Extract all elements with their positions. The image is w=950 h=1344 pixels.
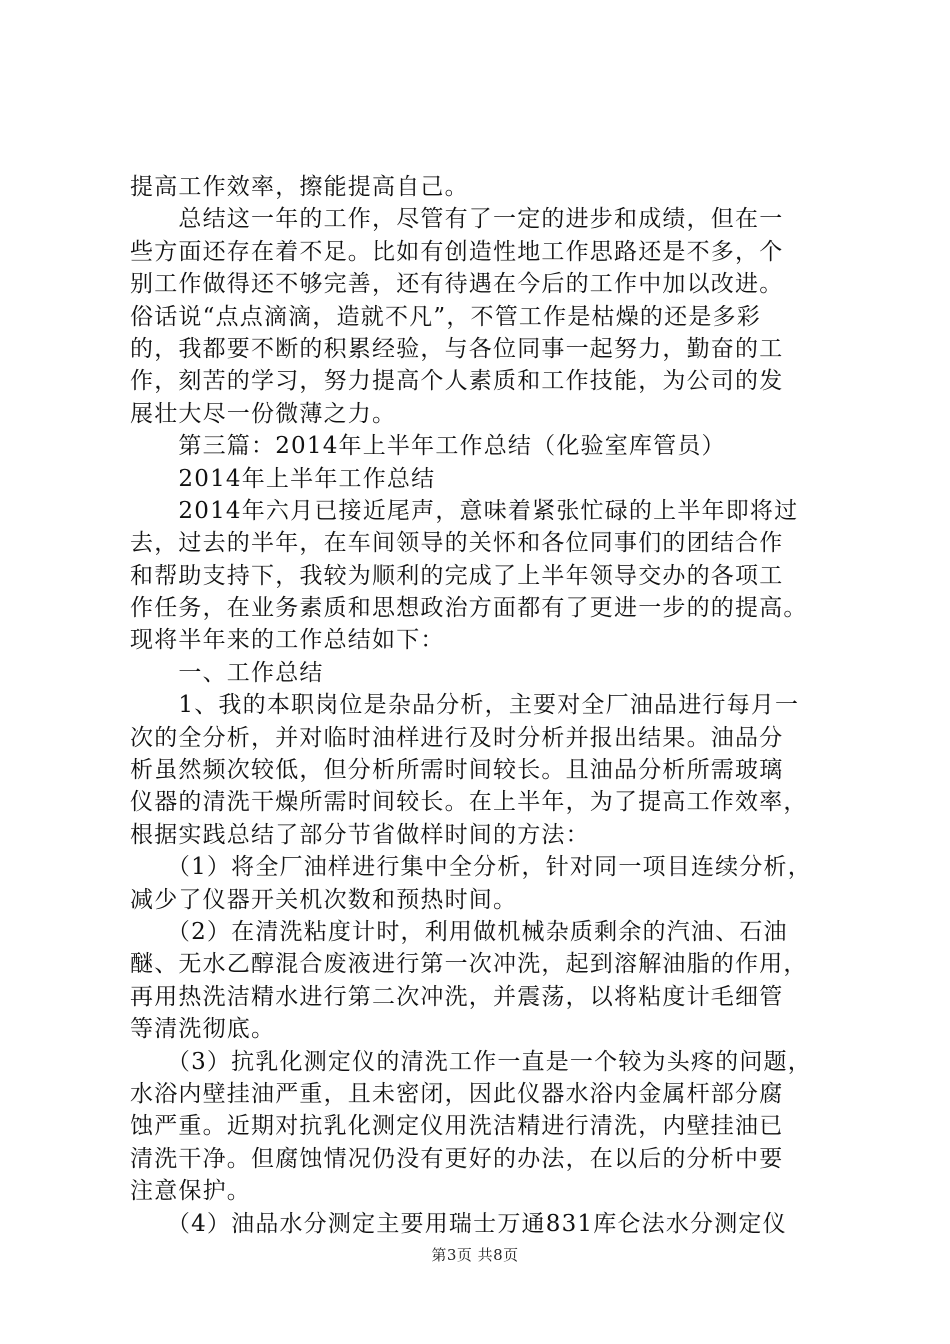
text-line: 蚀严重。近期对抗乳化测定仪用洗洁精进行清洗，内壁挂油已 xyxy=(130,1113,784,1140)
text-line: 清洗干净。但腐蚀情况仍没有更好的办法，在以后的分析中要 xyxy=(130,1145,784,1172)
subsection-heading: 2014年上半年工作总结 xyxy=(130,465,436,492)
text-line: 1、我的本职岗位是杂品分析，主要对全厂油品进行每月一 xyxy=(130,692,800,719)
section-heading: 第三篇：2014年上半年工作总结（化验室库管员） xyxy=(130,433,726,460)
text-line: （2）在清洗粘度计时，利用做机械杂质剩余的汽油、石油 xyxy=(130,918,788,945)
text-line: 再用热洗洁精水进行第二次冲洗，并震荡，以将粘度计毛细管 xyxy=(130,983,784,1010)
text-line: 和帮助支持下，我较为顺利的完成了上半年领导交办的各项工 xyxy=(130,562,784,589)
text-line: 注意保护。 xyxy=(130,1178,251,1205)
text-line: 的，我都要不断的积累经验，与各位同事一起努力，勤奋的工 xyxy=(130,335,784,362)
text-line: 展壮大尽一份微薄之力。 xyxy=(130,400,397,427)
document-body xyxy=(130,171,846,1240)
text-line: 去，过去的半年，在车间领导的关怀和各位同事们的团结合作 xyxy=(130,530,784,557)
text-line: 别工作做得还不够完善，还有待遇在今后的工作中加以改进。 xyxy=(130,271,784,298)
text-line: 醚、无水乙醇混合废液进行第一次冲洗，起到溶解油脂的作用， xyxy=(130,951,808,978)
text-line: 作，刻苦的学习，努力提高个人素质和工作技能，为公司的发 xyxy=(130,368,784,395)
text-line: 次的全分析，并对临时油样进行及时分析并报出结果。油品分 xyxy=(130,724,784,751)
text-line: （1）将全厂油样进行集中全分析，针对同一项目连续分析， xyxy=(130,854,812,881)
text-line: 总结这一年的工作，尽管有了一定的进步和成绩，但在一 xyxy=(130,206,784,233)
text-line: （4）油品水分测定主要用瑞士万通831库仑法水分测定仪 xyxy=(130,1210,787,1237)
text-line: 根据实践总结了部分节省做样时间的方法： xyxy=(130,821,590,848)
text-line: 等清洗彻底。 xyxy=(130,1016,276,1043)
text-line: 减少了仪器开关机次数和预热时间。 xyxy=(130,886,518,913)
text-line: 2014年六月已接近尾声，意味着紧张忙碌的上半年即将过 xyxy=(130,497,799,524)
text-line: 仪器的清洗干燥所需时间较长。在上半年，为了提高工作效率， xyxy=(130,789,808,816)
text-line: 作任务，在业务素质和思想政治方面都有了更进一步的的提高。 xyxy=(130,595,808,622)
page-footer: 第3页 共8页 xyxy=(431,1246,519,1264)
text-line: 现将半年来的工作总结如下： xyxy=(130,627,445,654)
text-line: 水浴内壁挂油严重，且未密闭，因此仪器水浴内金属杆部分腐 xyxy=(130,1080,784,1107)
text-line: 提高工作效率，擦能提高自己。 xyxy=(130,174,469,200)
text-line: 析虽然频次较低，但分析所需时间较长。且油品分析所需玻璃 xyxy=(130,757,784,784)
text-line: （3）抗乳化测定仪的清洗工作一直是一个较为头疼的问题， xyxy=(130,1048,812,1075)
text-line: 俗话说“点点滴滴，造就不凡”，不管工作是枯燥的还是多彩 xyxy=(130,303,761,330)
text-line: 些方面还存在着不足。比如有创造性地工作思路还是不多，个 xyxy=(130,238,784,265)
list-heading: 一、工作总结 xyxy=(130,659,324,686)
